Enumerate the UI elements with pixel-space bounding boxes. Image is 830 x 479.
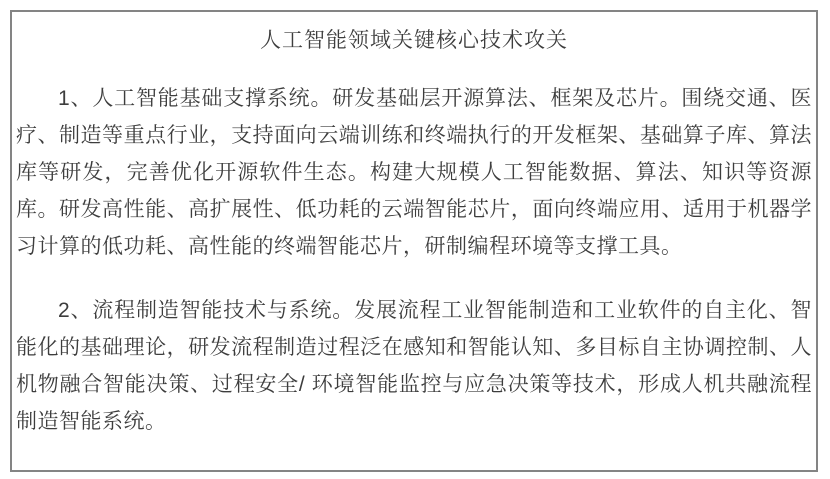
document-border-frame (10, 10, 818, 472)
document-title: 人工智能领域关键核心技术攻关 (260, 29, 568, 52)
paragraph-ai-foundation-systems: 1、人工智能基础支撑系统。研发基础层开源算法、框架及芯片。围绕交通、医疗、制造等重点行业，支持面向云端训练和终端执行的开发框架、基础算子库、算法库等研发，完善优化开源软件生态。构建大规模人工智能数据、算法、知识等资源库。研发高性能、高扩展性、低功耗的云端智能芯片，面向终端应用、适用于机器学习计算的低功耗、高性能的终端智能芯片，研制编程环境等支撑工具。 (16, 87, 812, 258)
document-body (16, 80, 812, 440)
paragraph-process-manufacturing-intelligence: 2、流程制造智能技术与系统。发展流程工业智能制造和工业软件的自主化、智能化的基础理论，研发流程制造过程泛在感知和智能认知、多目标自主协调控制、人机物融合智能决策、过程安全/ 环境智能监控与应急决策等技术，形成人机共融流程制造智能系统。 (16, 299, 812, 433)
